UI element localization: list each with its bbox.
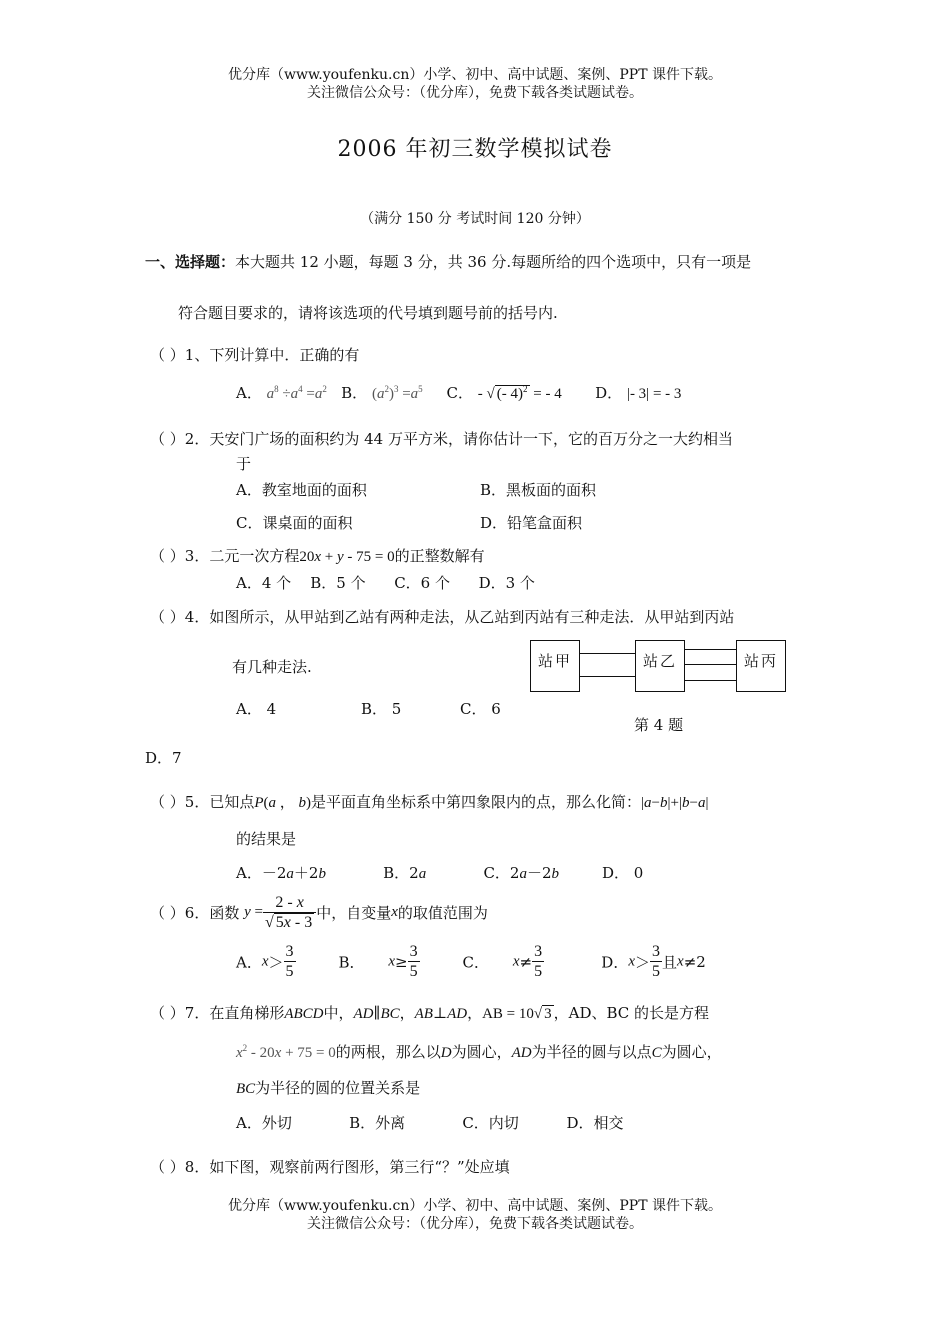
question-2 [150,428,733,449]
answer-paren[interactable]: （ ） [150,1004,185,1022]
q1-options [236,382,681,403]
station-jia: 站甲 [530,640,580,692]
q2-stem-2: 于 [236,455,252,473]
section-intro-a: 本大题共 12 小题，每题 3 分，共 36 分.每题所给的四个选项中，只有一项是 [235,253,752,271]
q7-option-b: B．外离 [349,1114,406,1132]
route-jia-yi-1 [580,653,635,654]
q3-stem-post: 的正整数解有 [394,547,485,565]
q4-stem: 4．如图所示，从甲站到乙站有两种走法，从乙站到丙站有三种走法．从甲站到丙站 [184,608,735,626]
q7-line-2: $x^2 - 20x + 75 = 0$的两根，那么以D为圆心，AD为半径的圆与以点C为圆心， [236,1043,722,1061]
q3-option-d: D．3 个 [478,574,535,592]
answer-paren[interactable]: （ ） [150,793,185,811]
q5-expression: |a−b|+|b−a| [641,795,709,811]
q6-stem-post: 中，自变量 [316,904,392,922]
q6-stem-pre: 6．函数 [184,904,240,922]
q5-stem-mid: 是平面直角坐标系中第四象限内的点，那么化简： [311,793,642,811]
q4-figure-caption: 第 4 题 [634,716,684,734]
q7-stem-mid: 中， [323,1004,354,1022]
q5-option-d: D． 0 [601,864,644,882]
q7-option-d: D．相交 [566,1114,624,1132]
q5-stem-2: 的结果是 [236,830,297,848]
q5-option-a: A．－2a＋2b [236,864,326,882]
q2-option-d: D．铅笔盒面积 [480,514,583,532]
q5-point: P(a ， b) [254,795,312,811]
station-bing: 站丙 [736,640,786,692]
section-intro [145,251,751,272]
q1-stem: 1、下列计算中．正确的有 [184,346,360,364]
q4-stem-2: 有几种走法. [232,658,312,676]
q4-option-d: D．7 [145,749,182,767]
q6-stem-end: 的取值范围为 [397,904,488,922]
q3-stem-pre: 3．二元一次方程 [184,547,300,565]
footer-line-2: 关注微信公众号：（优分库），免费下载各类试题试卷。 [307,1216,643,1232]
answer-paren[interactable]: （ ） [150,547,185,565]
answer-paren[interactable]: （ ） [150,1158,185,1176]
q7-line-3: BC为半径的圆的位置关系是 [236,1079,421,1097]
question-5 [150,791,708,812]
q1-option-d: D． |- 3| = - 3 [595,384,682,402]
page-subtitle: （满分 150 分 考试时间 120 分钟） [360,211,590,227]
q6-function: $\frac{2 - x}{√ 5x - 3}$ [263,893,316,932]
question-1 [150,344,359,365]
q2-stem: 2．天安门广场的面积约为 44 万平方米，请你估计一下，它的百万分之一大约相当 [184,430,733,448]
station-yi: 站乙 [635,640,685,692]
question-6: （ ）6．函数 y = $\frac{2 - x}{√ 5x - 3}$ 中，自变量x的取值范围为 [150,894,488,931]
q4-option-b: B． 5 [361,700,402,718]
q2-option-b: B．黑板面的面积 [480,481,597,499]
q5-option-b: B．2a [383,864,427,882]
q7-options [236,1112,624,1133]
q3-options [236,572,535,593]
header-line-1: 优分库（www.youfenku.cn）小学、初中、高中试题、案例、PPT 课件下载。 [227,67,722,83]
route-yi-bing-3 [685,680,736,681]
section-intro-b: 符合题目要求的，请将该选项的代号填到题号前的括号内. [178,304,558,322]
q5-options [236,862,643,883]
section-heading: 一、选择题： [145,253,236,271]
q1-option-c: C． - √ (- 4)$^2$ = - 4 [446,384,562,402]
footer-line-1: 优分库（www.youfenku.cn）小学、初中、高中试题、案例、PPT 课件下载。 [227,1198,722,1214]
route-yi-bing-1 [685,649,736,650]
q6-options [236,942,706,981]
q1-option-b: B． $(a^2)^3 =a^5$ [341,384,423,402]
answer-paren[interactable]: （ ） [150,430,185,448]
page-title: 2006 年初三数学模拟试卷 [337,137,613,162]
q3-equation: 20x + y - 75 = 0 [299,549,395,565]
q5-option-c: C．2a－2b [483,864,560,882]
question-8 [150,1156,510,1177]
route-yi-bing-2 [685,664,736,665]
q7-option-c: C．内切 [462,1114,519,1132]
header-line-2: 关注微信公众号：（优分库），免费下载各类试题试卷。 [307,85,643,101]
q6-option-a: A．x＞ $\frac{3}{5}$ [236,943,294,980]
q3-option-b: B．5 个 [310,574,366,592]
q4-option-a: A． 4 [236,700,277,718]
question-7: （ ）7．在直角梯形ABCD中，AD∥BC，AB⊥AD，AB = 10√ 3 ，AD、BC 的长是方程 [150,1004,710,1022]
answer-paren[interactable]: （ ） [150,904,185,922]
q4-option-c: C． 6 [460,700,501,718]
question-3 [150,545,485,566]
q5-stem-pre: 5．已知点 [184,793,255,811]
answer-paren[interactable]: （ ） [150,346,185,364]
route-jia-yi-2 [580,676,635,677]
q6-option-b: B． x≥ $\frac{3}{5}$ [338,943,418,980]
q6-option-d: D．x＞ $\frac{3}{5}$ 且x≠2 [601,943,706,980]
q3-option-c: C．6 个 [394,574,450,592]
q8-stem: 8．如下图，观察前两行图形，第三行“？”处应填 [184,1158,510,1176]
q7-stem-end: ，AD、BC 的长是方程 [553,1004,710,1022]
q1-option-a: A． $a^8 \div a^4 =a^2$ [236,384,327,402]
q6-option-c: C． x≠ $\frac{3}{5}$ [462,943,543,980]
answer-paren[interactable]: （ ） [150,608,185,626]
q7-stem-pre: 7．在直角梯形 [184,1004,285,1022]
q3-option-a: A．4 个 [236,574,292,592]
question-4 [150,606,734,627]
q2-option-a: A．教室地面的面积 [236,481,367,499]
q2-option-c: C．课桌面的面积 [236,514,353,532]
q7-option-a: A．外切 [236,1114,292,1132]
